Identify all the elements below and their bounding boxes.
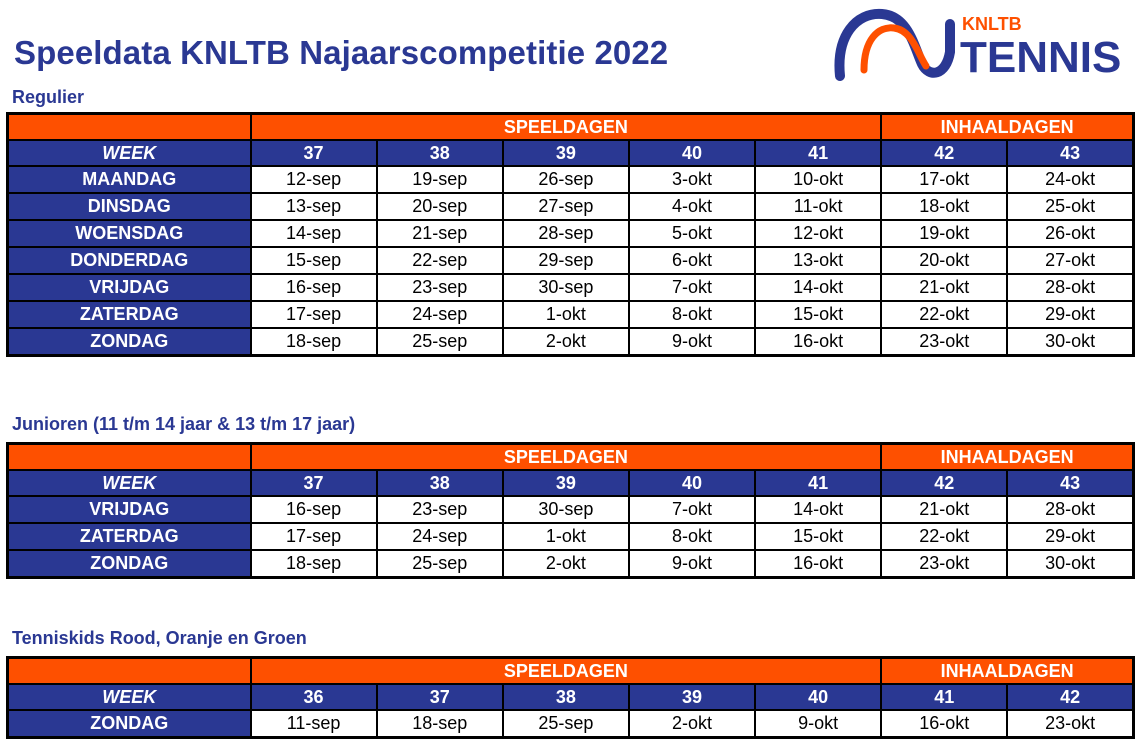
week-number: 37: [377, 684, 503, 710]
week-number: 40: [755, 684, 881, 710]
day-label: ZONDAG: [8, 328, 251, 356]
date-cell: 24-okt: [1007, 166, 1133, 193]
date-cell: 28-sep: [503, 220, 629, 247]
week-row: [8, 684, 1134, 710]
date-cell: 22-sep: [377, 247, 503, 274]
date-cell: 10-okt: [755, 166, 881, 193]
day-label: DINSDAG: [8, 193, 251, 220]
week-number: 39: [503, 470, 629, 496]
table-row: [8, 328, 1134, 356]
band-blank: [8, 444, 251, 471]
week-label: WEEK: [8, 684, 251, 710]
date-cell: 17-okt: [881, 166, 1007, 193]
date-cell: 13-sep: [251, 193, 377, 220]
date-cell: 26-sep: [503, 166, 629, 193]
schedule-table-tenniskids: [6, 656, 1135, 739]
section-title-tenniskids: Tenniskids Rood, Oranje en Groen: [12, 628, 307, 648]
date-cell: 27-okt: [1007, 247, 1133, 274]
table-row: [8, 550, 1134, 578]
date-cell: 16-okt: [755, 550, 881, 578]
date-cell: 25-sep: [377, 550, 503, 578]
day-label: VRIJDAG: [8, 496, 251, 523]
band-row: [8, 658, 1134, 685]
date-cell: 16-sep: [251, 496, 377, 523]
date-cell: 18-sep: [251, 550, 377, 578]
week-number: 42: [1007, 684, 1133, 710]
date-cell: 30-okt: [1007, 328, 1133, 356]
date-cell: 30-sep: [503, 274, 629, 301]
date-cell: 8-okt: [629, 523, 755, 550]
date-cell: 14-sep: [251, 220, 377, 247]
week-number: 40: [629, 470, 755, 496]
week-number: 43: [1007, 140, 1133, 166]
date-cell: 2-okt: [503, 550, 629, 578]
day-label: ZONDAG: [8, 550, 251, 578]
table-row: [8, 247, 1134, 274]
band-blank: [8, 114, 251, 141]
date-cell: 29-sep: [503, 247, 629, 274]
date-cell: 23-okt: [881, 550, 1007, 578]
date-cell: 2-okt: [503, 328, 629, 356]
date-cell: 1-okt: [503, 523, 629, 550]
date-cell: 14-okt: [755, 496, 881, 523]
week-number: 38: [503, 684, 629, 710]
date-cell: 8-okt: [629, 301, 755, 328]
date-cell: 2-okt: [629, 710, 755, 738]
week-number: 41: [755, 140, 881, 166]
date-cell: 12-okt: [755, 220, 881, 247]
date-cell: 21-okt: [881, 496, 1007, 523]
week-number: 38: [377, 470, 503, 496]
date-cell: 11-sep: [251, 710, 377, 738]
date-cell: 17-sep: [251, 301, 377, 328]
date-cell: 16-sep: [251, 274, 377, 301]
inhaaldagen-header: INHAALDAGEN: [881, 658, 1133, 685]
page-title: Speeldata KNLTB Najaarscompetitie 2022: [14, 34, 669, 71]
date-cell: 9-okt: [755, 710, 881, 738]
table-row: [8, 301, 1134, 328]
band-row: [8, 444, 1134, 471]
schedule-table-junioren: [6, 442, 1135, 579]
date-cell: 28-okt: [1007, 274, 1133, 301]
week-number: 37: [251, 140, 377, 166]
week-row: [8, 470, 1134, 496]
date-cell: 7-okt: [629, 496, 755, 523]
table-row: [8, 523, 1134, 550]
band-row: [8, 114, 1134, 141]
date-cell: 15-sep: [251, 247, 377, 274]
date-cell: 23-okt: [881, 328, 1007, 356]
section-title-regulier: Regulier: [12, 87, 85, 107]
speeldagen-header: SPEELDAGEN: [251, 658, 882, 685]
date-cell: 23-sep: [377, 496, 503, 523]
week-number: 40: [629, 140, 755, 166]
date-cell: 7-okt: [629, 274, 755, 301]
day-label: DONDERDAG: [8, 247, 251, 274]
date-cell: 6-okt: [629, 247, 755, 274]
table-row: [8, 220, 1134, 247]
date-cell: 23-okt: [1007, 710, 1133, 738]
week-number: 37: [251, 470, 377, 496]
date-cell: 29-okt: [1007, 301, 1133, 328]
date-cell: 16-okt: [755, 328, 881, 356]
table-row: [8, 193, 1134, 220]
inhaaldagen-header: INHAALDAGEN: [881, 114, 1133, 141]
date-cell: 18-okt: [881, 193, 1007, 220]
date-cell: 3-okt: [629, 166, 755, 193]
table-row: [8, 710, 1134, 738]
date-cell: 28-okt: [1007, 496, 1133, 523]
date-cell: 15-okt: [755, 301, 881, 328]
date-cell: 27-sep: [503, 193, 629, 220]
date-cell: 4-okt: [629, 193, 755, 220]
date-cell: 21-sep: [377, 220, 503, 247]
date-cell: 9-okt: [629, 328, 755, 356]
date-cell: 14-okt: [755, 274, 881, 301]
week-number: 39: [503, 140, 629, 166]
date-cell: 16-okt: [881, 710, 1007, 738]
date-cell: 13-okt: [755, 247, 881, 274]
logo-small-text: KNLTB: [962, 14, 1022, 34]
day-label: ZATERDAG: [8, 523, 251, 550]
date-cell: 22-okt: [881, 301, 1007, 328]
week-row: [8, 140, 1134, 166]
week-number: 41: [755, 470, 881, 496]
week-number: 39: [629, 684, 755, 710]
date-cell: 25-okt: [1007, 193, 1133, 220]
week-number: 43: [1007, 470, 1133, 496]
date-cell: 12-sep: [251, 166, 377, 193]
logo-big-text: TENNIS: [960, 33, 1122, 82]
date-cell: 17-sep: [251, 523, 377, 550]
date-cell: 22-okt: [881, 523, 1007, 550]
day-label: WOENSDAG: [8, 220, 251, 247]
date-cell: 20-sep: [377, 193, 503, 220]
date-cell: 30-okt: [1007, 550, 1133, 578]
speeldagen-header: SPEELDAGEN: [251, 114, 882, 141]
date-cell: 30-sep: [503, 496, 629, 523]
week-number: 36: [251, 684, 377, 710]
week-number: 42: [881, 140, 1007, 166]
week-label: WEEK: [8, 140, 251, 166]
date-cell: 25-sep: [377, 328, 503, 356]
date-cell: 21-okt: [881, 274, 1007, 301]
date-cell: 11-okt: [755, 193, 881, 220]
day-label: MAANDAG: [8, 166, 251, 193]
day-label: ZATERDAG: [8, 301, 251, 328]
speeldagen-header: SPEELDAGEN: [251, 444, 882, 471]
date-cell: 15-okt: [755, 523, 881, 550]
week-number: 42: [881, 470, 1007, 496]
day-label: ZONDAG: [8, 710, 251, 738]
date-cell: 19-okt: [881, 220, 1007, 247]
band-blank: [8, 658, 251, 685]
date-cell: 5-okt: [629, 220, 755, 247]
date-cell: 20-okt: [881, 247, 1007, 274]
date-cell: 23-sep: [377, 274, 503, 301]
table-row: [8, 274, 1134, 301]
date-cell: 29-okt: [1007, 523, 1133, 550]
week-number: 38: [377, 140, 503, 166]
date-cell: 18-sep: [377, 710, 503, 738]
schedule-table-regulier: [6, 112, 1135, 357]
table-row: [8, 166, 1134, 193]
date-cell: 18-sep: [251, 328, 377, 356]
table-row: [8, 496, 1134, 523]
week-label: WEEK: [8, 470, 251, 496]
week-number: 41: [881, 684, 1007, 710]
date-cell: 19-sep: [377, 166, 503, 193]
inhaaldagen-header: INHAALDAGEN: [881, 444, 1133, 471]
knltb-tennis-logo: [834, 6, 1134, 86]
date-cell: 1-okt: [503, 301, 629, 328]
section-title-junioren: Junioren (11 t/m 14 jaar & 13 t/m 17 jaar): [12, 414, 356, 434]
day-label: VRIJDAG: [8, 274, 251, 301]
date-cell: 9-okt: [629, 550, 755, 578]
date-cell: 26-okt: [1007, 220, 1133, 247]
date-cell: 25-sep: [503, 710, 629, 738]
date-cell: 24-sep: [377, 301, 503, 328]
date-cell: 24-sep: [377, 523, 503, 550]
